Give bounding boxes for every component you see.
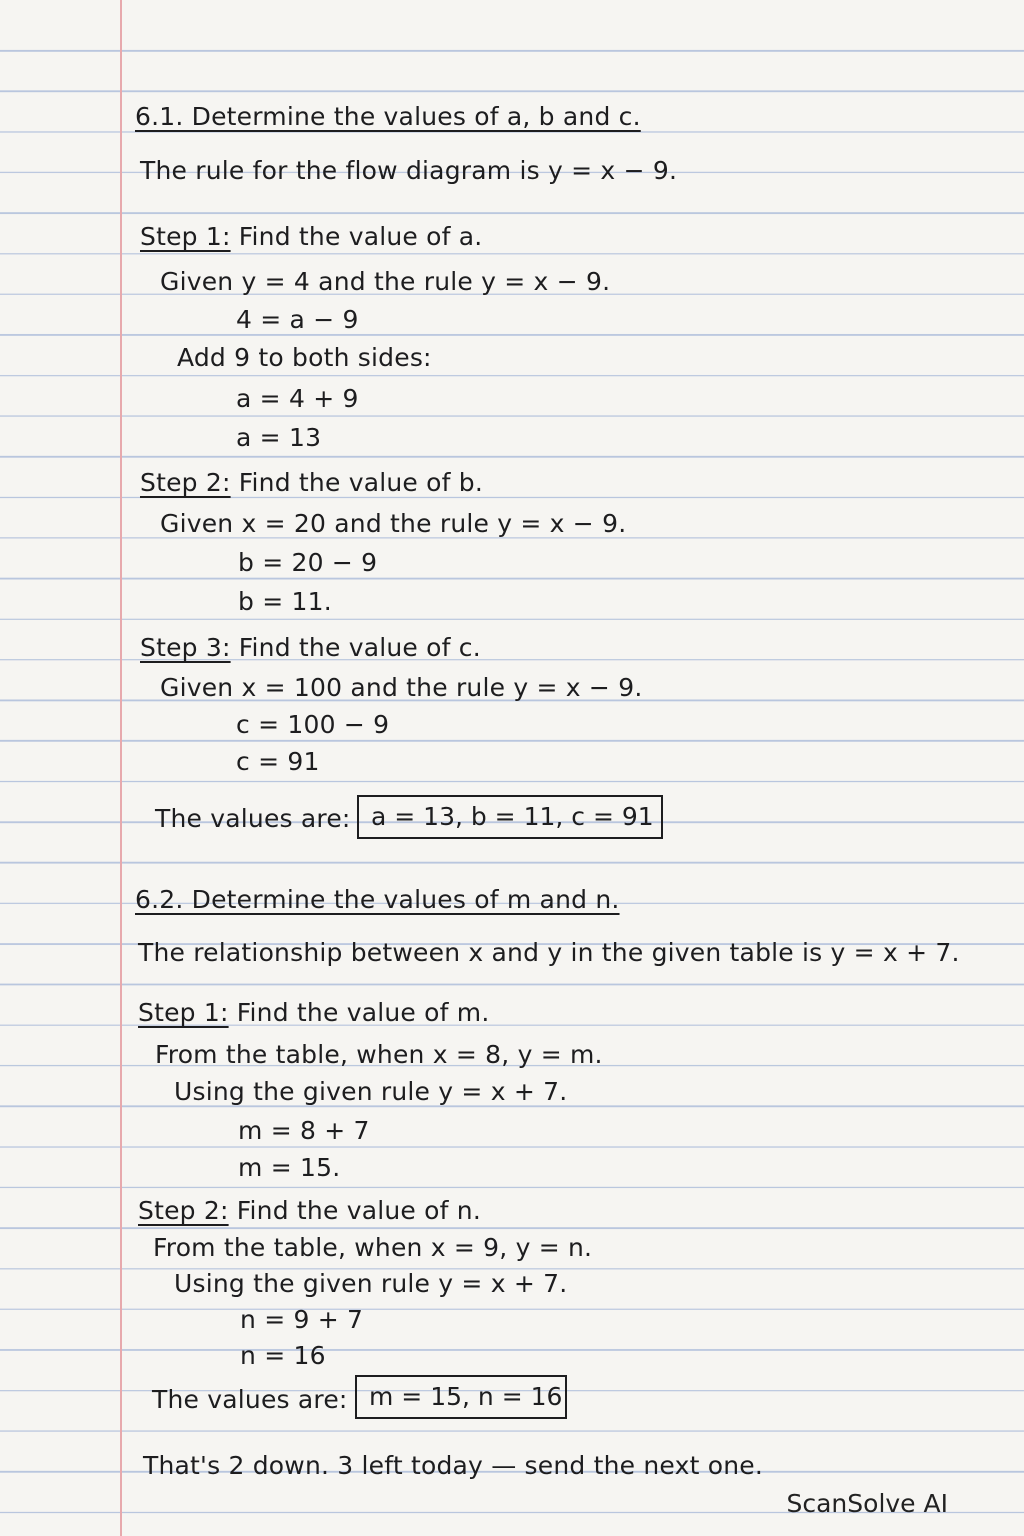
- step-text: Find the value of m.: [236, 998, 490, 1027]
- heading-6-2: 6.2. Determine the values of m and n.: [135, 885, 620, 914]
- given-line: Given y = 4 and the rule y = x − 9.: [160, 267, 611, 296]
- step-title: Step 2:: [140, 468, 231, 497]
- step-text: Find the value of a.: [238, 222, 483, 251]
- given-line: Given x = 20 and the rule y = x − 9.: [160, 509, 627, 538]
- step1-6-1: [140, 221, 482, 253]
- step-title: Step 1:: [138, 998, 229, 1027]
- equation: 4 = a − 9: [236, 305, 359, 334]
- step3-6-1: [140, 632, 481, 664]
- heading-6-1: 6.1. Determine the values of a, b and c.: [135, 102, 641, 131]
- step-text: Find the value of c.: [238, 633, 481, 662]
- equation: b = 20 − 9: [238, 548, 378, 577]
- given-line: Given x = 100 and the rule y = x − 9.: [160, 673, 643, 702]
- step2-6-1: [140, 467, 483, 499]
- step1-6-2: [138, 997, 489, 1029]
- equation: n = 9 + 7: [240, 1305, 364, 1334]
- equation: a = 13: [236, 423, 322, 452]
- equation: m = 8 + 7: [238, 1116, 370, 1145]
- step2-6-2: [138, 1195, 481, 1227]
- using-line: Using the given rule y = x + 7.: [174, 1077, 568, 1106]
- brand-watermark: ScanSolve AI: [786, 1489, 948, 1518]
- step-title: Step 3:: [140, 633, 231, 662]
- rule-line-6-2: The relationship between x and y in the given table is y = x + 7.: [138, 938, 960, 967]
- margin-line: [120, 0, 122, 1536]
- closing-line: That's 2 down. 3 left today — send the next one.: [143, 1451, 763, 1480]
- given-line: From the table, when x = 9, y = n.: [153, 1233, 593, 1262]
- step-text: Find the value of n.: [236, 1196, 481, 1225]
- equation: b = 11.: [238, 587, 332, 616]
- given-line: From the table, when x = 8, y = m.: [155, 1040, 603, 1069]
- step-title: Step 2:: [138, 1196, 229, 1225]
- step-text: Find the value of b.: [238, 468, 483, 497]
- equation: c = 100 − 9: [236, 710, 390, 739]
- instruction: Add 9 to both sides:: [177, 343, 432, 372]
- rule-line-6-1: The rule for the flow diagram is y = x − 9.: [140, 156, 678, 185]
- equation: c = 91: [236, 747, 320, 776]
- result-label: The values are:: [152, 1385, 348, 1414]
- step-title: Step 1:: [140, 222, 231, 251]
- equation: n = 16: [240, 1341, 326, 1370]
- equation: m = 15.: [238, 1153, 341, 1182]
- result-label: The values are:: [155, 804, 351, 833]
- using-line: Using the given rule y = x + 7.: [174, 1269, 568, 1298]
- result-box-6-1: a = 13, b = 11, c = 91: [357, 795, 663, 839]
- equation: a = 4 + 9: [236, 384, 359, 413]
- result-box-6-2: m = 15, n = 16: [355, 1375, 567, 1419]
